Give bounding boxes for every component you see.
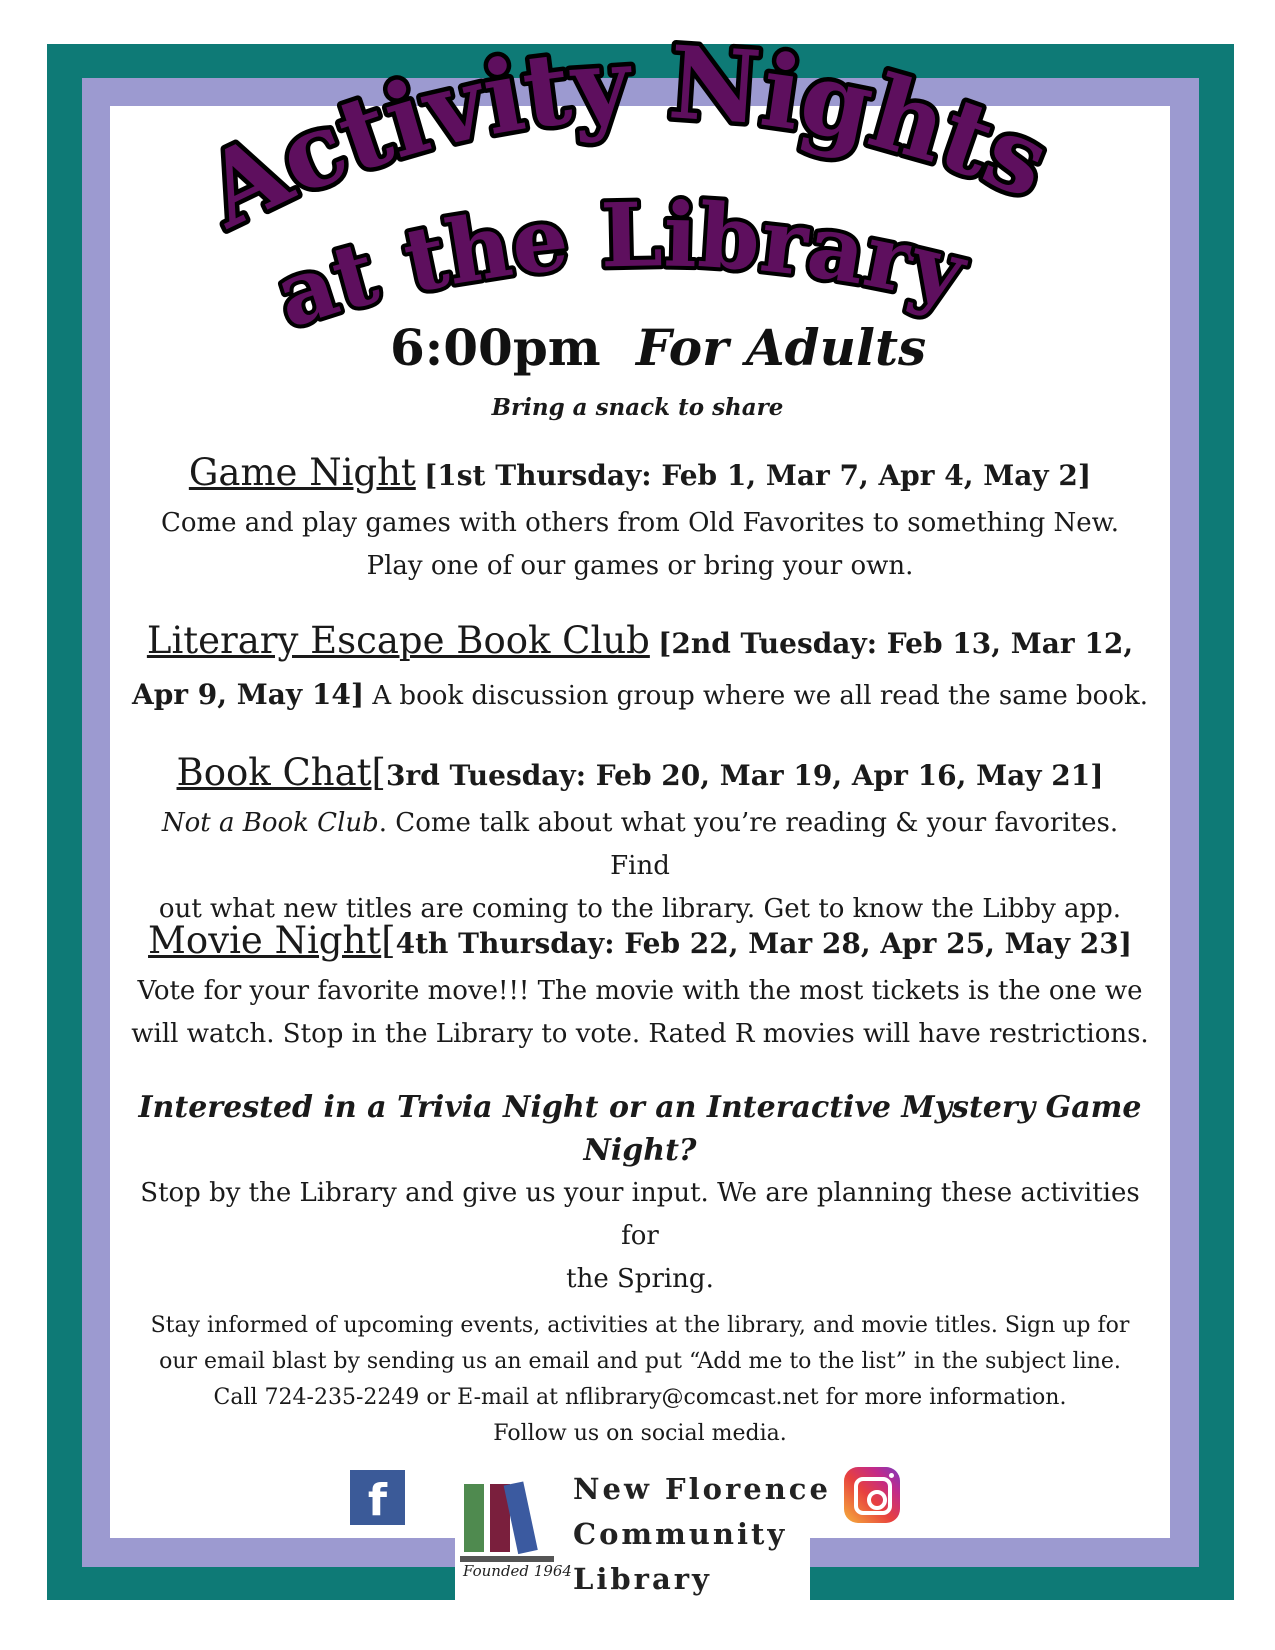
- event-dates: 4th Thursday: Feb 22, Mar 28, Apr 25, May 23]: [395, 927, 1132, 960]
- event-description-line: will watch. Stop in the Library to vote. Rated R movies will have restrictions.: [131, 1019, 1149, 1049]
- footer-line: Call 724-235-2249 or E-mail at nflibrary@comcast.net for more information.: [213, 1385, 1067, 1410]
- event-description: A book discussion group where we all read the same book.: [372, 681, 1149, 711]
- event-description-line: [130, 802, 1150, 888]
- founded-year: Founded 1964: [463, 1562, 572, 1580]
- event-description-line: Vote for your favorite move!!! The movie with the most tickets is the one we: [137, 976, 1143, 1006]
- event-dates: 3rd Tuesday: Feb 20, Mar 19, Apr 16, May 21]: [385, 759, 1104, 792]
- snack-note: Bring a snack to share: [491, 394, 784, 421]
- trivia-text-line: the Spring.: [566, 1264, 714, 1294]
- bracket: [: [381, 919, 396, 962]
- library-name: [573, 1467, 831, 1602]
- event-time: 6:00pm: [390, 318, 601, 377]
- not-a-book-club-text: Not a Book Club: [161, 808, 379, 838]
- library-books-icon: [460, 1478, 560, 1568]
- trivia-section: [120, 1086, 1160, 1301]
- trivia-heading: Interested in a Trivia Night or an Interactive Mystery Game Night?: [138, 1090, 1142, 1168]
- library-name-line: Community: [573, 1517, 788, 1551]
- event-game-night: [130, 448, 1150, 588]
- event-title: Literary Escape Book Club: [146, 619, 650, 662]
- instagram-icon[interactable]: [844, 1467, 900, 1523]
- footer-line: our email blast by sending us an email and put “Add me to the list” in the subject line.: [159, 1349, 1121, 1374]
- event-description-line: Come and play games with others from Old Favorites to something New.: [160, 508, 1120, 538]
- footer-line: Follow us on social media.: [493, 1421, 787, 1446]
- audience-label: For Adults: [636, 318, 927, 377]
- headline-line-2: at the Library: [263, 182, 975, 348]
- event-title: Game Night: [188, 451, 416, 494]
- library-name-line: New Florence: [573, 1472, 831, 1506]
- event-book-club: [130, 616, 1150, 721]
- event-title: Movie Night: [148, 919, 382, 962]
- event-description-text: . Come talk about what you’re reading & your favorites. Find: [378, 808, 1119, 881]
- event-movie-night: [130, 916, 1150, 1056]
- event-dates: [1st Thursday: Feb 1, Mar 7, Apr 4, May 2]: [424, 459, 1092, 492]
- footer-line: Stay informed of upcoming events, activities at the library, and movie titles. Sign up for: [150, 1313, 1130, 1338]
- contact-info: [130, 1308, 1150, 1452]
- event-dates: [2nd Tuesday: Feb 13, Mar 12,: [658, 627, 1134, 660]
- event-description-line: Play one of our games or bring your own.: [366, 551, 914, 581]
- bracket: [: [371, 751, 386, 794]
- facebook-icon[interactable]: f: [350, 1470, 405, 1525]
- time-audience-row: [0, 318, 1275, 388]
- event-book-chat: [130, 748, 1150, 931]
- event-description-line: out what new titles are coming to the library. Get to know the Libby app.: [158, 894, 1122, 924]
- library-name-line: Library: [573, 1562, 712, 1596]
- event-title: Book Chat: [176, 751, 372, 794]
- event-dates: Apr 9, May 14]: [131, 678, 365, 711]
- trivia-text-line: Stop by the Library and give us your input. We are planning these activities for: [140, 1178, 1140, 1251]
- headline-line-1: Activity Nights: [186, 40, 1066, 251]
